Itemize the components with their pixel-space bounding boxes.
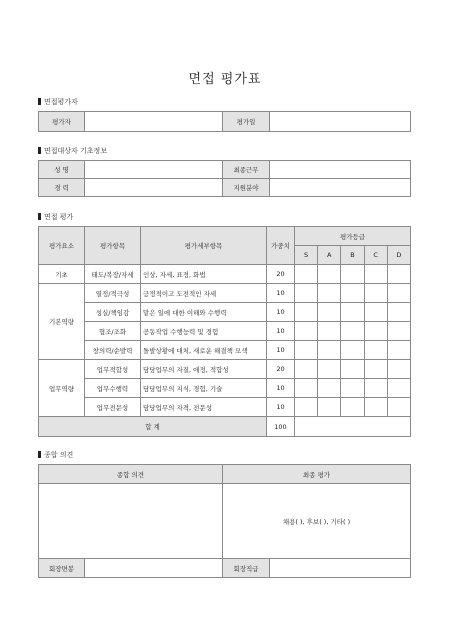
opinion-table [38, 464, 411, 578]
grade-cell-b[interactable] [341, 284, 364, 303]
grade-cell-s[interactable] [295, 398, 318, 417]
career-field[interactable] [85, 179, 223, 197]
row-weight: 20 [267, 360, 295, 379]
row-item: 업무전문성 [85, 398, 141, 417]
table-row [39, 265, 411, 284]
total-grade-cell [295, 417, 411, 437]
row-detail: 담당업무의 자격, 전문성 [141, 398, 267, 417]
grade-cell-c[interactable] [364, 379, 387, 398]
row-item: 태도/복장/자세 [85, 265, 141, 284]
header-grade: 평가등급 [295, 227, 411, 246]
row-weight: 10 [267, 379, 295, 398]
row-detail: 돌발상황에 대처, 새로운 해결책 모색 [141, 341, 267, 360]
applied-field-label: 지원분야 [223, 179, 270, 197]
row-item: 열정/적극성 [85, 284, 141, 303]
grade-cell-a[interactable] [318, 398, 341, 417]
table-row [39, 303, 411, 322]
grade-cell-s[interactable] [295, 265, 318, 284]
name-field[interactable] [85, 161, 223, 179]
section-heading-evaluation: 면접 평가 [38, 212, 73, 222]
grade-cell-c[interactable] [364, 265, 387, 284]
grade-cell-a[interactable] [318, 341, 341, 360]
last-job-field[interactable] [270, 161, 411, 179]
evaluator-label: 평가자 [39, 112, 85, 132]
grade-a-header: A [318, 246, 341, 265]
total-row [39, 417, 411, 437]
group-label-basic-competency: 기본역량 [39, 284, 85, 360]
grade-cell-b[interactable] [341, 303, 364, 322]
section-bullet-icon [38, 98, 41, 105]
grade-cell-c[interactable] [364, 322, 387, 341]
grade-cell-b[interactable] [341, 360, 364, 379]
row-detail: 담당업무의 지식, 경험, 기술 [141, 379, 267, 398]
name-label: 성 명 [39, 161, 85, 179]
row-detail: 맡은 일에 대한 이해와 수행력 [141, 303, 267, 322]
interviewer-table [38, 111, 411, 132]
grade-cell-a[interactable] [318, 303, 341, 322]
candidate-table [38, 160, 411, 197]
row-weight: 10 [267, 341, 295, 360]
table-row [39, 360, 411, 379]
evaluation-date-field[interactable] [270, 112, 411, 132]
grade-cell-a[interactable] [318, 322, 341, 341]
group-label-basic: 기초 [39, 265, 85, 284]
grade-cell-s[interactable] [295, 322, 318, 341]
grade-cell-c[interactable] [364, 284, 387, 303]
row-item: 창의력/순발력 [85, 341, 141, 360]
grade-cell-b[interactable] [341, 379, 364, 398]
grade-b-header: B [341, 246, 364, 265]
grade-cell-d[interactable] [387, 322, 410, 341]
final-evaluation-header: 최종 평가 [223, 465, 411, 484]
section-heading-candidate: 면접대상자 기초정보 [38, 146, 107, 156]
table-row [39, 284, 411, 303]
last-job-label: 최종근무 [223, 161, 270, 179]
total-weight: 100 [267, 417, 295, 437]
evaluation-date-label: 평가일 [223, 112, 270, 132]
career-label: 경 력 [39, 179, 85, 197]
final-evaluation-choices[interactable]: 채용( ), 후보( ), 기타( ) [223, 484, 411, 559]
header-element: 평가요소 [39, 227, 85, 265]
row-item: 협조/조화 [85, 322, 141, 341]
applied-field-input[interactable] [270, 179, 411, 197]
row-detail: 공동작업 수행능력 및 경험 [141, 322, 267, 341]
row-item: 업무적합성 [85, 360, 141, 379]
interviewer-field[interactable] [85, 559, 223, 578]
table-row [39, 398, 411, 417]
grade-cell-d[interactable] [387, 360, 410, 379]
grade-cell-c[interactable] [364, 303, 387, 322]
grade-s-header: S [295, 246, 318, 265]
section-heading-interviewer: 면접평가자 [38, 97, 78, 107]
grade-c-header: C [364, 246, 387, 265]
total-label: 합 계 [39, 417, 267, 437]
row-weight: 10 [267, 303, 295, 322]
opinion-header: 종합 의견 [39, 465, 223, 484]
row-weight: 10 [267, 284, 295, 303]
row-detail: 인상, 자세, 표정, 화법 [141, 265, 267, 284]
grade-cell-d[interactable] [387, 303, 410, 322]
evaluation-table [38, 226, 411, 437]
row-weight: 20 [267, 265, 295, 284]
grade-cell-a[interactable] [318, 360, 341, 379]
grade-d-header: D [387, 246, 410, 265]
section-heading-opinion: 종합 의견 [38, 450, 73, 460]
grade-cell-s[interactable] [295, 341, 318, 360]
row-detail: 긍정적이고 도전적인 자세 [141, 284, 267, 303]
grade-cell-d[interactable] [387, 379, 410, 398]
grade-cell-b[interactable] [341, 341, 364, 360]
grade-cell-d[interactable] [387, 265, 410, 284]
page-title: 면접 평가표 [188, 72, 262, 87]
header-detail: 평가세부항목 [141, 227, 267, 265]
interviewer-rank-label: 회장직급 [223, 559, 270, 578]
table-row [39, 379, 411, 398]
evaluator-field[interactable] [85, 112, 223, 132]
section-bullet-icon [38, 213, 41, 220]
section-bullet-icon [38, 451, 41, 458]
header-weight: 가중치 [267, 227, 295, 265]
section-bullet-icon [38, 147, 41, 154]
grade-cell-a[interactable] [318, 284, 341, 303]
interviewer-rank-field[interactable] [270, 559, 411, 578]
grade-cell-b[interactable] [341, 265, 364, 284]
table-row [39, 341, 411, 360]
grade-cell-s[interactable] [295, 284, 318, 303]
group-label-job-competency: 업무역량 [39, 360, 85, 417]
grade-cell-c[interactable] [364, 341, 387, 360]
table-row [39, 322, 411, 341]
grade-cell-s[interactable] [295, 360, 318, 379]
grade-cell-d[interactable] [387, 341, 410, 360]
row-weight: 10 [267, 398, 295, 417]
row-detail: 담당업무의 자질, 애정, 적합성 [141, 360, 267, 379]
row-item: 성실/책임감 [85, 303, 141, 322]
grade-cell-a[interactable] [318, 379, 341, 398]
opinion-text-area[interactable] [39, 484, 223, 559]
grade-cell-c[interactable] [364, 398, 387, 417]
header-item: 평가항목 [85, 227, 141, 265]
grade-cell-s[interactable] [295, 379, 318, 398]
grade-cell-d[interactable] [387, 398, 410, 417]
grade-cell-b[interactable] [341, 322, 364, 341]
interviewer-label: 회장면봉 [39, 559, 85, 578]
grade-cell-a[interactable] [318, 265, 341, 284]
grade-cell-d[interactable] [387, 284, 410, 303]
grade-cell-s[interactable] [295, 303, 318, 322]
row-weight: 10 [267, 322, 295, 341]
grade-cell-c[interactable] [364, 360, 387, 379]
grade-cell-b[interactable] [341, 398, 364, 417]
row-item: 업무수행력 [85, 379, 141, 398]
